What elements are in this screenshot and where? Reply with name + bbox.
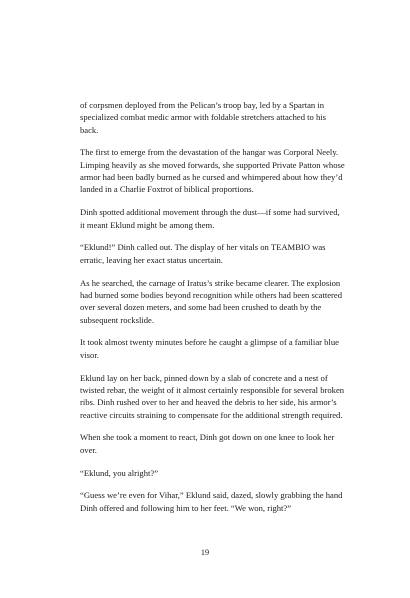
paragraph-7: Eklund lay on her back, pinned down by a slab of concrete and a nest of twisted rebar, the weight of it almost certainly responsible for several broken ribs. Dinh rushed over to her and heaved the debris to her side, his armor’s reactive circuits straining to compensate for the additional strength required.	[80, 372, 345, 420]
paragraph-4: “Eklund!” Dinh called out. The display of her vitals on TEAMBIO was erratic, leaving her exact status uncertain.	[80, 242, 326, 265]
paragraph-3: Dinh spotted additional movement through the dust—if some had survived, it meant Eklund might be among them.	[80, 207, 340, 230]
paragraph-9: “Eklund, you alright?”	[80, 467, 159, 478]
paragraph-10: “Guess we’re even for Vihar,” Eklund said, dazed, slowly grabbing the hand Dinh offered and following him to her feet. “We won, right?”	[80, 490, 343, 513]
paragraph-1: of corpsmen deployed from the Pelican’s troop bay, led by a Spartan in specialized combat medic armor with foldable stretchers attached to his back.	[80, 100, 327, 135]
paragraph-5: As he searched, the carnage of Iratus’s strike became clearer. The explosion had burned some bodies beyond recognition while others had been scattered over several dozen meters, and some had been crushed to death by the subsequent rockslide.	[80, 277, 343, 325]
paragraph-2: The first to emerge from the devastation of the hangar was Corporal Neely. Limping heavily as she moved forwards, she supported Private Patton whose armor had been badly burned as he cursed and whimpered about how they’d landed in a Charlie Foxtrot of biblical proportions.	[80, 147, 345, 195]
body-text	[80, 99, 345, 525]
page-number: 19	[200, 548, 210, 557]
paragraph-6: It took almost twenty minutes before he caught a glimpse of a familiar blue visor.	[80, 337, 339, 360]
paragraph-8: When she took a moment to react, Dinh got down on one knee to look her over.	[80, 432, 335, 455]
